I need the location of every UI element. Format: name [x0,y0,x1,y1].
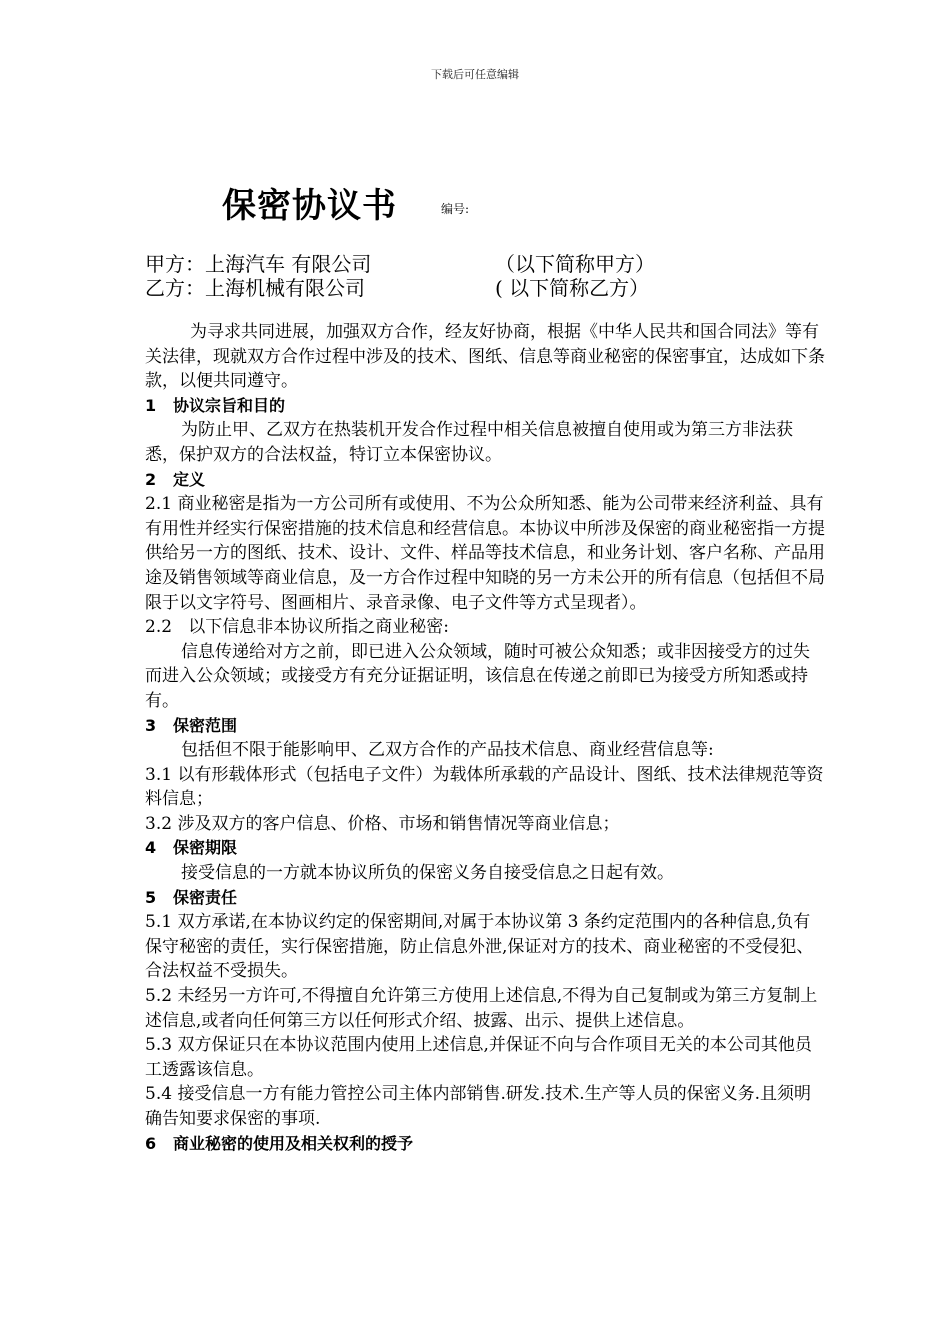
section-1-number: 1 [145,395,157,415]
intro-paragraph: 为寻求共同进展，加强双方合作，经友好协商，根据《中华人民共和国合同法》等有关法律，现就双方合作过程中涉及的技术、图纸、信息等商业秘密的保密事宜，达成如下条款，以便共同遵守。 [145,322,825,392]
section-4-heading [145,836,825,861]
section-2-1-text: 2.1 商业秘密是指为一方公司所有或使用、不为公众所知悉、能为公司带来经济利益、具有有用性并经实行保密措施的技术信息和经营信息。本协议中所涉及保密的商业秘密指一方提供给另一方的图纸、技术、设计、文件、样品等技术信息，和业务计划、客户名称、产品用途及销售领域等商业信息，及一方合作过程中知晓的另一方未公开的所有信息（包括但不局限于以文字符号、图画相片、录音录像、电子文件等方式呈现者）。 [145,494,825,613]
title-row [222,178,469,227]
section-5-heading [145,886,825,911]
section-5-3-text: 5.3 双方保证只在本协议范围内使用上述信息,并保证不向与合作项目无关的本公司其他员工透露该信息。 [145,1035,812,1080]
section-5-1-text: 5.1 双方承诺,在本协议约定的保密期间,对属于本协议第 3 条约定范围内的各种信息,负有保守秘密的责任，实行保密措施，防止信息外泄,保证对方的技术、商业秘密的不受侵犯、合法权益不受损失。 [145,912,814,982]
section-1-text: 为防止甲、乙双方在热装机开发合作过程中相关信息被擅自使用或为第三方非法获悉，保护双方的合法权益，特订立本保密协议。 [145,420,793,465]
section-3-heading [145,714,825,739]
header-note: 下载后可任意编辑 [431,68,519,81]
section-6-title: 商业秘密的使用及相关权利的授予 [173,1133,414,1153]
section-6-number: 6 [145,1133,157,1153]
section-4-number: 4 [145,838,157,858]
section-4-title: 保密期限 [173,838,238,858]
party-b-label: 乙方：上海机械有限公司 [145,276,365,300]
section-2-title: 定义 [173,469,206,489]
section-3-1-text: 3.1 以有形载体形式（包括电子文件）为载体所承载的产品设计、图纸、技术法律规范等资料信息； [145,764,824,810]
section-5-title: 保密责任 [173,887,238,907]
document-body [145,320,825,1156]
document-title: 保密协议书 [222,186,397,226]
party-a-abbr: （以下简称甲方） [495,252,655,276]
section-5-4-text: 5.4 接受信息一方有能力管控公司主体内部销售.研发.技术.生产等人员的保密义务.且须明确告知要求保密的事项. [145,1084,812,1129]
party-b [145,272,650,301]
section-6-heading [145,1132,825,1157]
section-2-2-text: 2.2 以下信息非本协议所指之商业秘密: [145,617,449,638]
section-2-number: 2 [145,469,157,489]
section-2-2-detail: 信息传递给对方之前，即已进入公众领域，随时可被公众知悉；或非因接受方的过失而进入公众领域；或接受方有充分证据证明，该信息在传递之前即已为接受方所知悉或持有。 [145,641,810,711]
section-3-2-text: 3.2 涉及双方的客户信息、价格、市场和销售情况等商业信息； [145,813,620,834]
section-5-2-text: 5.2 未经另一方许可,不得擅自允许第三方使用上述信息,不得为自己复制或为第三方复制上述信息,或者向任何第三方以任何形式介绍、披露、出示、提供上述信息。 [145,986,818,1031]
party-b-abbr: ( 以下简称乙方） [495,276,650,300]
section-3-intro: 包括但不限于能影响甲、乙双方合作的产品技术信息、商业经营信息等: [181,740,714,761]
section-5-number: 5 [145,887,157,907]
section-3-number: 3 [145,715,157,735]
section-2-heading [145,468,825,493]
section-4-text: 接受信息的一方就本协议所负的保密义务自接受信息之日起有效。 [181,863,674,884]
party-a-label: 甲方：上海汽车 有限公司 [145,252,372,276]
section-1-heading [145,394,825,419]
section-3-title: 保密范围 [173,715,238,735]
serial-number-label: 编号: [441,202,470,216]
section-1-title: 协议宗旨和目的 [173,395,286,415]
